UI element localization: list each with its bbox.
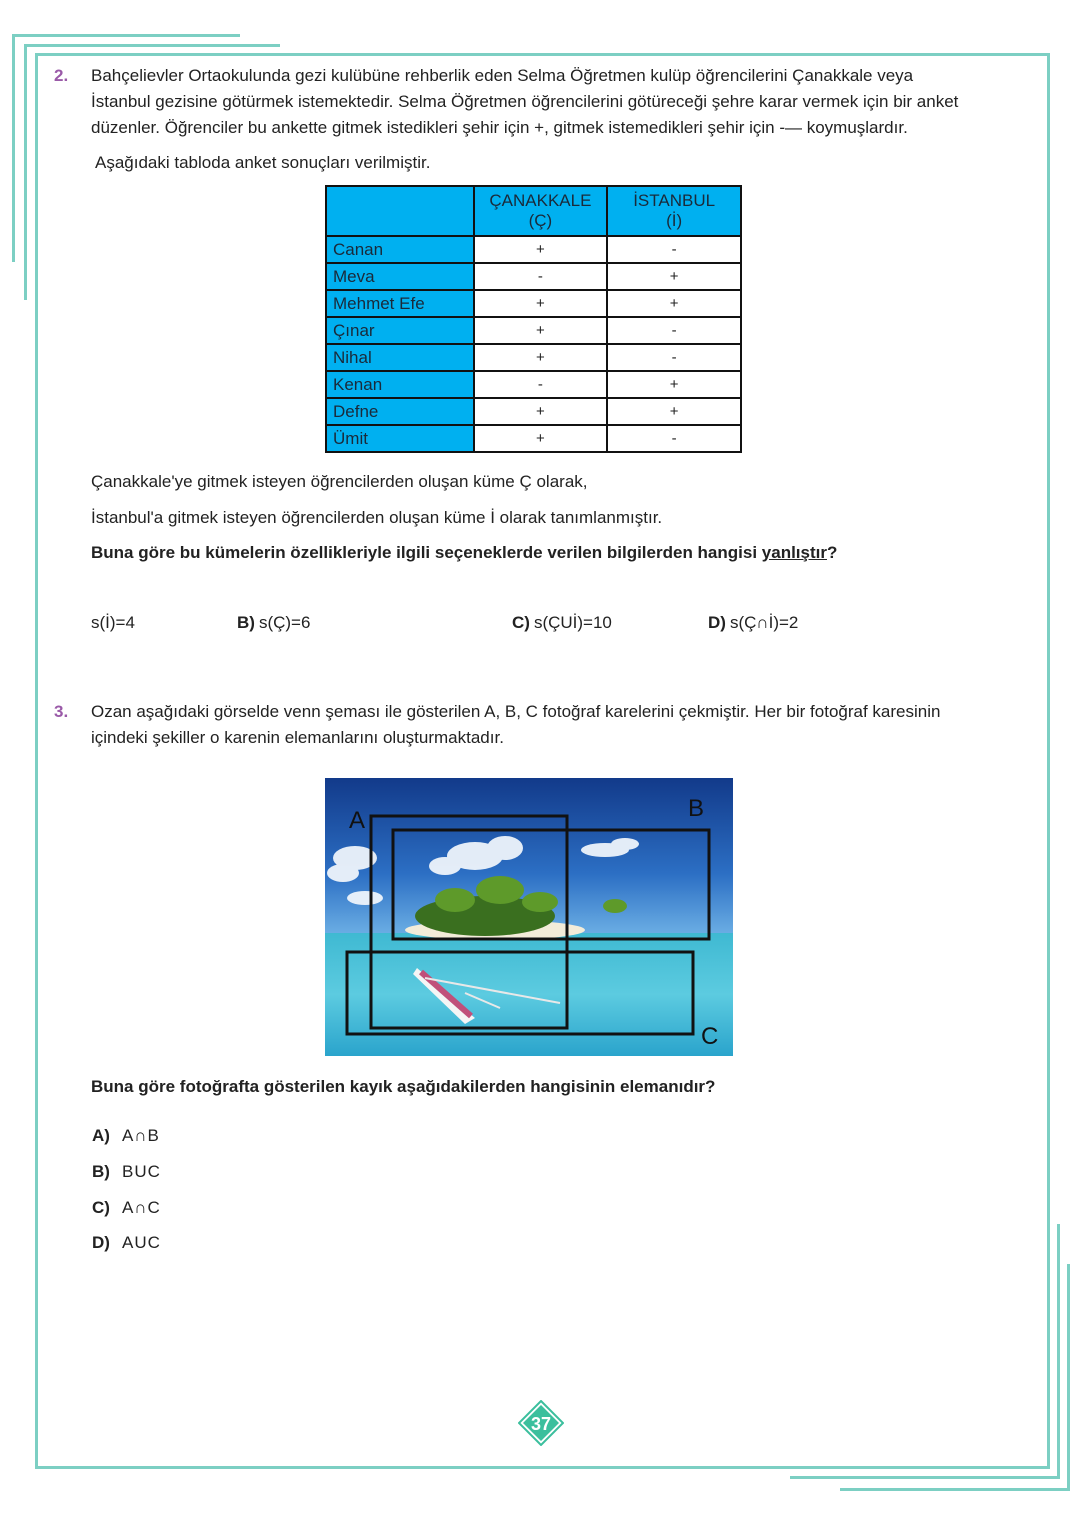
canakkale-vote: - (474, 263, 608, 290)
table-intro: Aşağıdaki tabloda anket sonuçları verilmiştir. (95, 153, 431, 172)
question-3-number: 3. (54, 702, 69, 721)
question-2-prompt-end: ? (826, 543, 838, 562)
q3-option-c-text: A∩C (122, 1198, 161, 1217)
canakkale-vote: + (474, 425, 608, 452)
island-photo-illustration (325, 778, 733, 1056)
canakkale-vote: - (474, 371, 608, 398)
question-3-prompt: Buna göre fotoğrafta gösterilen kayık aşağıdakilerden hangisinin elemanıdır? (91, 1077, 716, 1096)
option-c[interactable] (512, 613, 612, 633)
canakkale-vote: + (474, 290, 608, 317)
option-d-text: s(Ç∩İ)=2 (729, 613, 799, 632)
canakkale-vote: + (474, 236, 608, 263)
istanbul-vote: - (607, 344, 741, 371)
venn-photo (325, 778, 733, 1056)
table-row (326, 371, 741, 398)
table-header-row (326, 186, 741, 236)
istanbul-vote: - (607, 425, 741, 452)
option-b-letter: B) (237, 613, 255, 632)
table-row (326, 263, 741, 290)
q3-option-c-letter: C) (92, 1198, 110, 1217)
col-canakkale-title: ÇANAKKALE (489, 191, 592, 210)
q3-option-d-text: AUC (122, 1233, 161, 1252)
question-2-prompt (91, 540, 837, 566)
page-number: 37 (530, 1414, 552, 1434)
table-row (326, 317, 741, 344)
col-canakkale-header (474, 186, 608, 236)
question-2-emphasis: yanlıştır (761, 543, 827, 562)
istanbul-vote: + (607, 398, 741, 425)
istanbul-vote: + (607, 290, 741, 317)
student-name: Çınar (326, 317, 474, 344)
q3-option-a[interactable] (92, 1126, 160, 1146)
col-istanbul-symbol: (İ) (666, 211, 683, 230)
option-c-text: s(ÇUİ)=10 (533, 613, 612, 632)
table-row (326, 290, 741, 317)
table-row (326, 236, 741, 263)
question-2-paragraph-line-2: İstanbul gezisine götürmek istemektedir. Selma Öğretmen öğrencilerini götüreceği şehre karar vermek için bir anket (91, 92, 959, 111)
canakkale-vote: + (474, 344, 608, 371)
q3-option-b[interactable] (92, 1162, 161, 1182)
col-canakkale-symbol: (Ç) (528, 211, 553, 230)
istanbul-vote: + (607, 371, 741, 398)
q3-option-a-text: A∩B (122, 1126, 160, 1145)
col-istanbul-header (607, 186, 741, 236)
question-3-paragraph-line-2: içindeki şekiller o karenin elemanlarını oluşturmaktadır. (91, 728, 504, 747)
question-3-paragraph-line-1: Ozan aşağıdaki görselde venn şeması ile gösterilen A, B, C fotoğraf karelerini çekmiştir. Her bir fotoğraf karesinin (91, 702, 941, 721)
option-a[interactable] (91, 613, 135, 633)
table-corner (326, 186, 474, 236)
table-row (326, 425, 741, 452)
col-istanbul-title: İSTANBUL (633, 191, 716, 210)
student-name: Ümit (326, 425, 474, 452)
student-name: Nihal (326, 344, 474, 371)
page-number-badge (518, 1400, 564, 1446)
student-name: Mehmet Efe (326, 290, 474, 317)
frame-b-label: B (688, 795, 705, 822)
option-c-letter: C) (512, 613, 530, 632)
student-name: Defne (326, 398, 474, 425)
frame-a-label: A (349, 807, 366, 834)
student-name: Kenan (326, 371, 474, 398)
q3-option-d[interactable] (92, 1233, 161, 1253)
question-2-prompt-text: Buna göre bu kümelerin özellikleriyle ilgili seçeneklerde verilen bilgilerden hangisi (91, 543, 762, 562)
istanbul-vote: - (607, 317, 741, 344)
table-row (326, 398, 741, 425)
question-2-paragraph-line-1: Bahçelievler Ortaokulunda gezi kulübüne rehberlik eden Selma Öğretmen kulüp öğrencilerini Çanakkale veya (91, 66, 914, 85)
q3-option-b-letter: B) (92, 1162, 110, 1181)
q3-option-a-letter: A) (92, 1126, 110, 1145)
istanbul-vote: + (607, 263, 741, 290)
survey-table (325, 185, 742, 453)
canakkale-vote: + (474, 317, 608, 344)
q3-option-c[interactable] (92, 1198, 161, 1218)
set-definition-1: Çanakkale'ye gitmek isteyen öğrencilerden oluşan küme Ç olarak, (91, 472, 588, 491)
question-2-paragraph-line-3: düzenler. Öğrenciler bu ankette gitmek istedikleri şehir için +, gitmek istemedikleri şehir için -— koymuşlardır. (91, 118, 908, 137)
option-d-letter: D) (708, 613, 726, 632)
frame-c-label: C (701, 1023, 719, 1050)
student-name: Canan (326, 236, 474, 263)
set-definition-2: İstanbul'a gitmek isteyen öğrencilerden oluşan küme İ olarak tanımlanmıştır. (91, 508, 663, 527)
option-d[interactable] (708, 613, 798, 633)
diamond-badge-icon (518, 1400, 564, 1446)
option-b-text: s(Ç)=6 (258, 613, 311, 632)
q3-option-b-text: BUC (122, 1162, 161, 1181)
student-name: Meva (326, 263, 474, 290)
q3-option-d-letter: D) (92, 1233, 110, 1252)
canakkale-vote: + (474, 398, 608, 425)
option-b[interactable] (237, 613, 310, 633)
question-2-number: 2. (54, 66, 69, 85)
option-a-text: s(İ)=4 (91, 613, 135, 632)
istanbul-vote: - (607, 236, 741, 263)
table-row (326, 344, 741, 371)
